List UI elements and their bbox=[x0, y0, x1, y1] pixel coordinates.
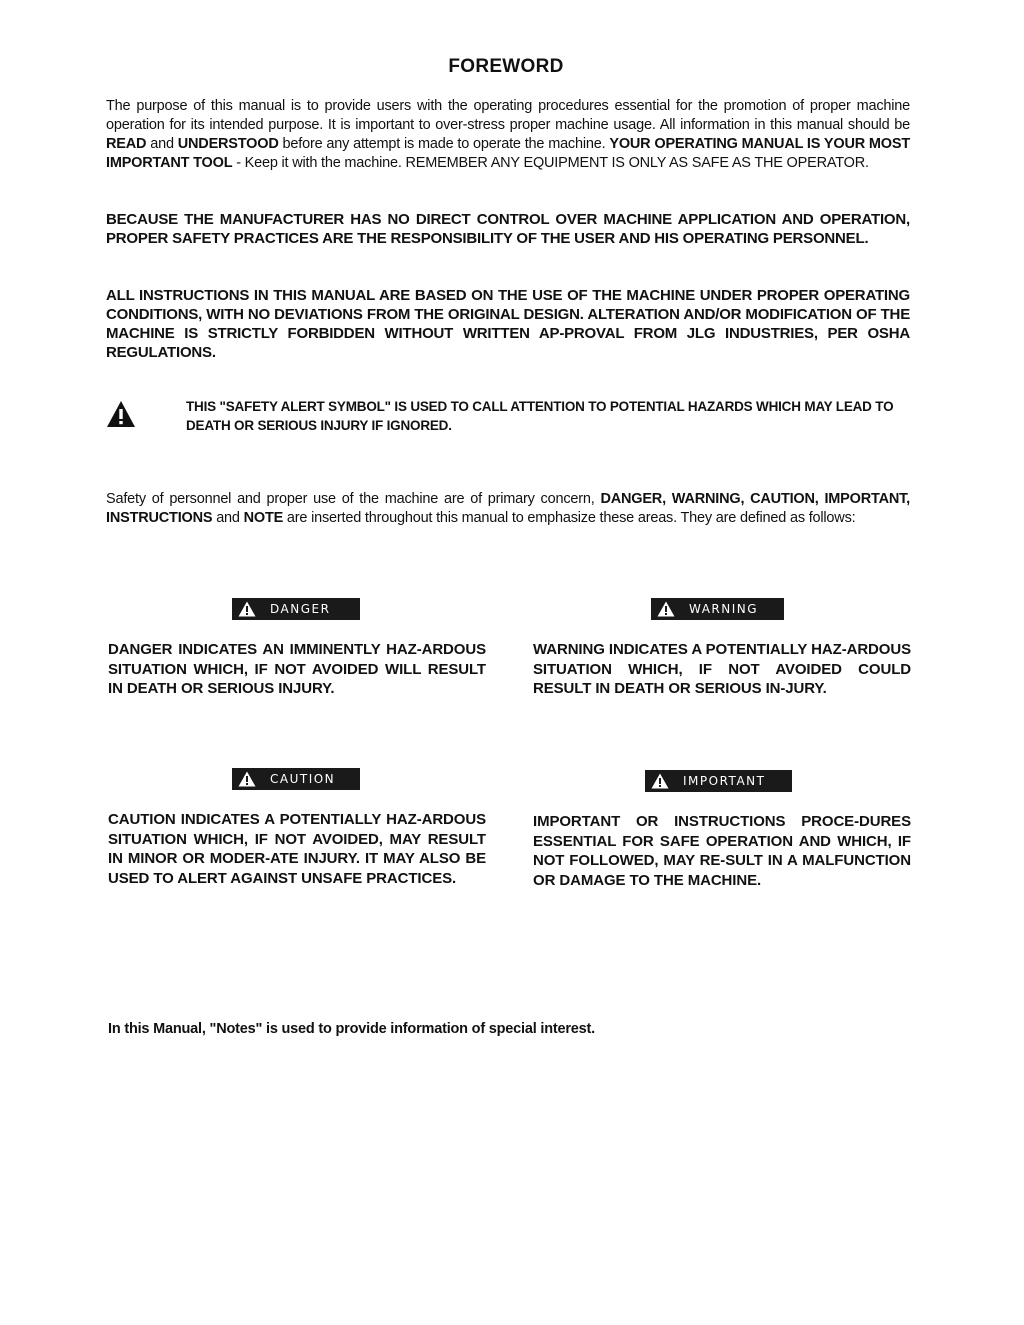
safety-alert-row bbox=[106, 396, 910, 436]
purpose-text-c: - Keep it with the machine. REMEMBER ANY EQUIPMENT IS ONLY AS SAFE AS THE OPERATOR. bbox=[232, 155, 869, 171]
note-emphasis: NOTE bbox=[243, 510, 284, 526]
important-definition: IMPORTANT OR INSTRUCTIONS PROCE-DURES ESSENTIAL FOR SAFE OPERATION AND WHICH, IF NOT FOLLOWED, MAY RE-SULT IN A MALFUNCTION OR DAMAGE TO THE MACHINE. bbox=[533, 813, 911, 889]
signal-text-and: and bbox=[212, 510, 244, 526]
important-badge bbox=[645, 770, 792, 792]
signal-text-a: Safety of personnel and proper use of the machine are of primary concern, bbox=[106, 491, 601, 507]
purpose-text-a: The purpose of this manual is to provide users with the operating procedures essential for the promotion of proper machine operation for its intended purpose. It is important to over-stress proper machine usage. All information in this manual should be bbox=[106, 98, 910, 133]
page-title: FOREWORD bbox=[448, 56, 564, 77]
understood-emphasis: UNDERSTOOD bbox=[177, 136, 279, 152]
signal-words-paragraph bbox=[106, 490, 910, 528]
warning-label: WARNING bbox=[689, 602, 759, 616]
warning-triangle-icon bbox=[651, 773, 669, 789]
important-label: IMPORTANT bbox=[683, 774, 766, 788]
purpose-text-and: and bbox=[146, 136, 178, 152]
caution-label: CAUTION bbox=[270, 772, 336, 786]
warning-triangle-icon bbox=[238, 771, 256, 787]
signal-text-b: are inserted throughout this manual to emphasize these areas. They are defined as follows: bbox=[283, 510, 856, 526]
safety-alert-icon bbox=[106, 400, 136, 428]
caution-badge bbox=[232, 768, 360, 790]
warning-definition: WARNING INDICATES A POTENTIALLY HAZ-ARDOUS SITUATION WHICH, IF NOT AVOIDED COULD RESULT IN DEATH OR SERIOUS IN-JURY. bbox=[533, 641, 911, 697]
danger-badge bbox=[232, 598, 360, 620]
warning-triangle-icon bbox=[657, 601, 675, 617]
danger-label: DANGER bbox=[270, 602, 331, 616]
caution-definition: CAUTION INDICATES A POTENTIALLY HAZ-ARDOUS SITUATION WHICH, IF NOT AVOIDED, MAY RESULT IN MINOR OR MODER-ATE INJURY. IT MAY ALSO BE USED TO ALERT AGAINST UNSAFE PRACTICES. bbox=[108, 811, 486, 887]
danger-definition: DANGER INDICATES AN IMMINENTLY HAZ-ARDOUS SITUATION WHICH, IF NOT AVOIDED WILL RESULT IN DEATH OR SERIOUS INJURY. bbox=[108, 641, 486, 697]
instructions-paragraph: ALL INSTRUCTIONS IN THIS MANUAL ARE BASED ON THE USE OF THE MACHINE UNDER PROPER OPERATING CONDITIONS, WITH NO DEVIATIONS FROM THE ORIGINAL DESIGN. ALTERATION AND/OR MODIFICATION OF THE MACHINE IS STRICTLY FORBIDDEN WITHOUT WRITTEN AP-PROVAL FROM JLG INDUSTRIES, PER OSHA REGULATIONS. bbox=[106, 287, 910, 361]
purpose-paragraph bbox=[106, 97, 910, 173]
signal-words-emphasis: DANGER, WARNING, CAUTION, IMPORTANT, INSTRUCTIONS bbox=[106, 491, 911, 526]
important-tool-emphasis: YOUR OPERATING MANUAL IS YOUR MOST IMPORTANT TOOL bbox=[106, 136, 910, 171]
warning-triangle-icon bbox=[238, 601, 256, 617]
warning-badge bbox=[651, 598, 784, 620]
manufacturer-paragraph: BECAUSE THE MANUFACTURER HAS NO DIRECT CONTROL OVER MACHINE APPLICATION AND OPERATION, PROPER SAFETY PRACTICES ARE THE RESPONSIBILITY OF THE USER AND HIS OPERATING PERSONNEL. bbox=[106, 211, 910, 247]
safety-alert-text: THIS "SAFETY ALERT SYMBOL" IS USED TO CALL ATTENTION TO POTENTIAL HAZARDS WHICH MAY LEAD TO DEATH OR SERIOUS INJURY IF IGNORED. bbox=[186, 399, 894, 433]
notes-statement: In this Manual, "Notes" is used to provide information of special interest. bbox=[108, 1021, 595, 1037]
purpose-text-b: before any attempt is made to operate the machine. bbox=[278, 136, 610, 152]
read-emphasis: READ bbox=[106, 136, 147, 152]
